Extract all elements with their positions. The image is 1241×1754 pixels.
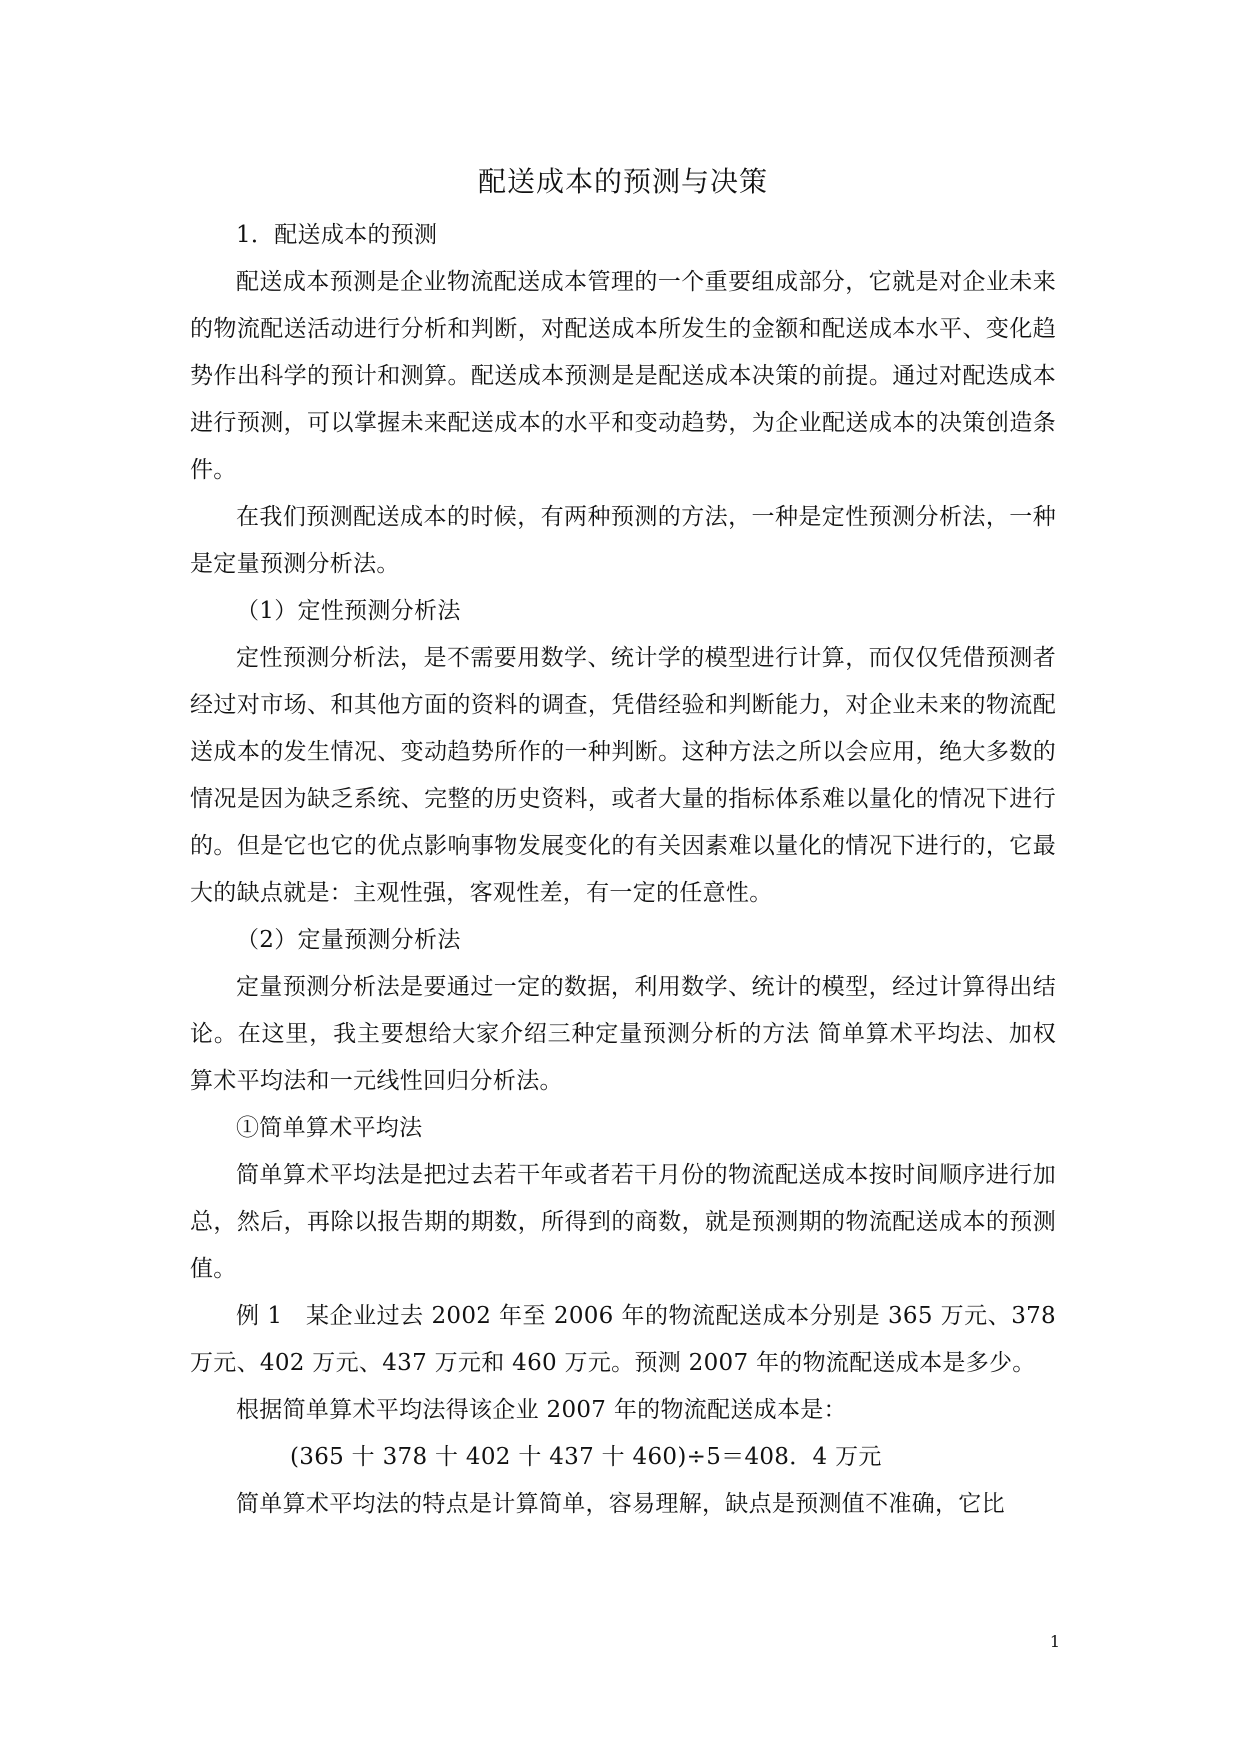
subheading-simple-average: ①简单算术平均法 (236, 1115, 423, 1141)
paragraph-two-methods: 在我们预测配送成本的时候，有两种预测的方法，一种是定性预测分析法，一种是定量预测分析法。 (190, 504, 1056, 577)
formula-simple-average: (365 十 378 十 402 十 437 十 460)÷5＝408．4 万元 (290, 1444, 882, 1470)
paragraph-example-result-intro: 根据简单算术平均法得该企业 2007 年的物流配送成本是： (236, 1397, 847, 1423)
document-body (190, 152, 1056, 1528)
section-heading-1: 1．配送成本的预测 (236, 222, 438, 248)
page-number: 1 (1049, 1632, 1061, 1651)
paragraph-example-1: 例 1 某企业过去 2002 年至 2006 年的物流配送成本分别是 365 万元、378 万元、402 万元、437 万元和 460 万元。预测 2007 年的物流配送成本是多少。 (190, 1303, 1056, 1376)
document-title: 配送成本的预测与决策 (477, 165, 768, 198)
paragraph-qualitative-method: 定性预测分析法，是不需要用数学、统计学的模型进行计算，而仅仅凭借预测者经过对市场、和其他方面的资料的调查，凭借经验和判断能力，对企业未来的物流配送成本的发生情况、变动趋势所作的一种判断。这种方法之所以会应用，绝大多数的情况是因为缺乏系统、完整的历史资料，或者大量的指标体系难以量化的情况下进行的。但是它也它的优点影响事物发展变化的有关因素难以量化的情况下进行的，它最大的缺点就是：主观性强，客观性差，有一定的任意性。 (190, 645, 1056, 906)
paragraph-quantitative-method: 定量预测分析法是要通过一定的数据，利用数学、统计的模型，经过计算得出结论。在这里，我主要想给大家介绍三种定量预测分析的方法 简单算术平均法、加权算术平均法和一元线性回归分析法。 (190, 974, 1056, 1094)
subheading-qualitative: （1）定性预测分析法 (236, 598, 461, 624)
paragraph-simple-average: 简单算术平均法是把过去若干年或者若干月份的物流配送成本按时间顺序进行加总，然后，再除以报告期的期数，所得到的商数，就是预测期的物流配送成本的预测值。 (190, 1162, 1056, 1282)
paragraph-simple-average-traits: 简单算术平均法的特点是计算简单，容易理解，缺点是预测值不准确，它比 (236, 1491, 1005, 1517)
paragraph-cost-forecast-intro: 配送成本预测是企业物流配送成本管理的一个重要组成部分，它就是对企业未来的物流配送活动进行分析和判断，对配送成本所发生的金额和配送成本水平、变化趋势作出科学的预计和测算。配送成本预测是是配送成本决策的前提。通过对配迭成本进行预测，可以掌握未来配送成本的水平和变动趋势，为企业配送成本的决策创造条件。 (190, 269, 1056, 483)
subheading-quantitative: （2）定量预测分析法 (236, 927, 461, 953)
